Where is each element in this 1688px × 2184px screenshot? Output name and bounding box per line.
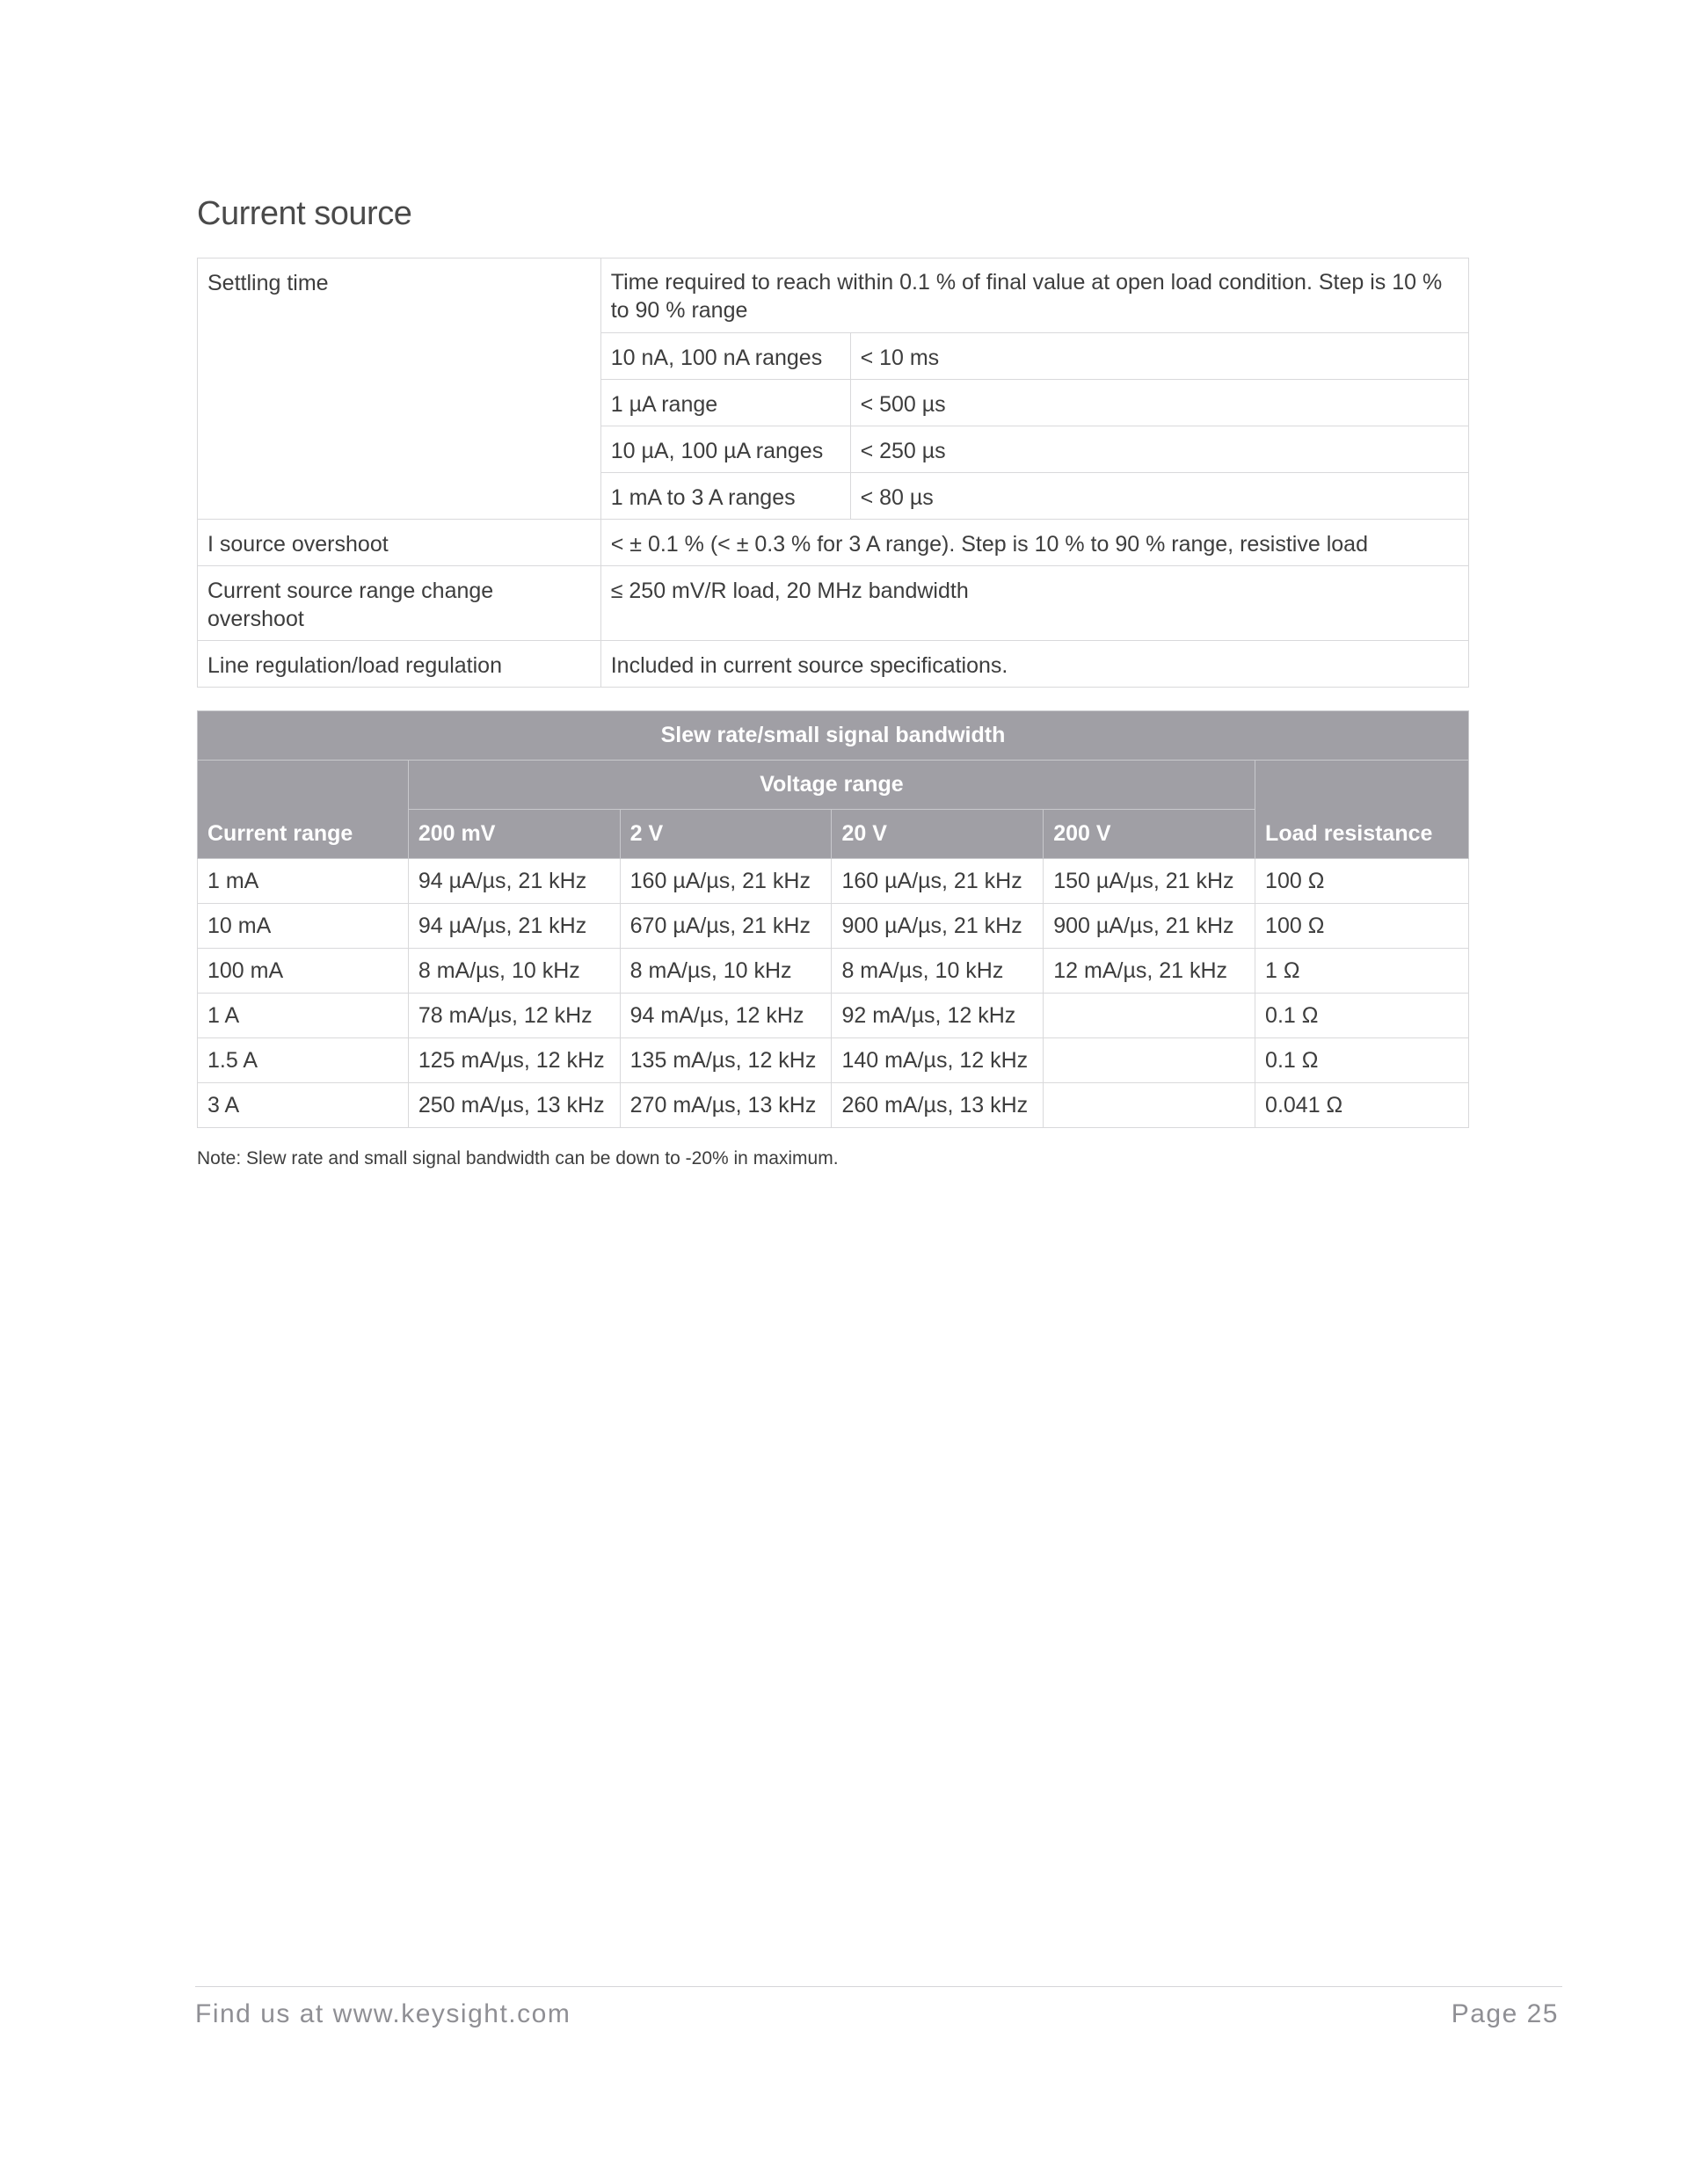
table-row: [198, 1038, 1469, 1083]
table-cell: [1044, 994, 1255, 1038]
settling-value: < 10 ms: [850, 333, 1468, 380]
spec-label: Current source range change overshoot: [198, 566, 601, 641]
table-cell: 8 mA/µs, 10 kHz: [408, 949, 620, 994]
table-cell: 12 mA/µs, 21 kHz: [1044, 949, 1255, 994]
table-cell: 78 mA/µs, 12 kHz: [408, 994, 620, 1038]
table-row: [198, 859, 1469, 904]
settling-time-description: Time required to reach within 0.1 % of final value at open load condition. Step is 10 % to 90 % range: [600, 258, 1468, 333]
header-current-range: Current range: [198, 761, 409, 859]
table-cell: 1 A: [198, 994, 409, 1038]
footer-divider: [195, 1986, 1562, 1987]
table-cell: 94 mA/µs, 12 kHz: [620, 994, 832, 1038]
table-row: [198, 949, 1469, 994]
spec-label: I source overshoot: [198, 520, 601, 566]
settling-range: 10 nA, 100 nA ranges: [600, 333, 850, 380]
header-voltage-200v: 200 V: [1044, 810, 1255, 859]
table-cell: 670 µA/µs, 21 kHz: [620, 904, 832, 949]
table-header-row: [198, 761, 1469, 810]
table-cell: 1 Ω: [1255, 949, 1469, 994]
table-cell: 160 µA/µs, 21 kHz: [620, 859, 832, 904]
table-cell: 94 µA/µs, 21 kHz: [408, 904, 620, 949]
table-cell: 150 µA/µs, 21 kHz: [1044, 859, 1255, 904]
table-cell: 260 mA/µs, 13 kHz: [832, 1083, 1044, 1128]
table-row: [198, 994, 1469, 1038]
spec-value: < ± 0.1 % (< ± 0.3 % for 3 A range). Step is 10 % to 90 % range, resistive load: [600, 520, 1468, 566]
table-cell: 135 mA/µs, 12 kHz: [620, 1038, 832, 1083]
table-cell: 8 mA/µs, 10 kHz: [832, 949, 1044, 994]
settling-range: 10 µA, 100 µA ranges: [600, 426, 850, 473]
settling-range: 1 µA range: [600, 380, 850, 426]
table-cell: 250 mA/µs, 13 kHz: [408, 1083, 620, 1128]
table-cell: 0.1 Ω: [1255, 994, 1469, 1038]
table-cell: 100 mA: [198, 949, 409, 994]
header-voltage-2v: 2 V: [620, 810, 832, 859]
table-cell: 270 mA/µs, 13 kHz: [620, 1083, 832, 1128]
table-cell: 160 µA/µs, 21 kHz: [832, 859, 1044, 904]
table-cell: 10 mA: [198, 904, 409, 949]
table-cell: 8 mA/µs, 10 kHz: [620, 949, 832, 994]
header-load-resistance: Load resistance: [1255, 761, 1469, 859]
spec-value: Included in current source specifications.: [600, 641, 1468, 688]
header-voltage-200mv: 200 mV: [408, 810, 620, 859]
table-cell: 100 Ω: [1255, 904, 1469, 949]
table-cell: 1.5 A: [198, 1038, 409, 1083]
table-cell: 900 µA/µs, 21 kHz: [1044, 904, 1255, 949]
table-cell: [1044, 1038, 1255, 1083]
section-title: Current source: [197, 195, 412, 232]
slew-rate-table: [197, 710, 1469, 1128]
table-cell: 140 mA/µs, 12 kHz: [832, 1038, 1044, 1083]
header-voltage-20v: 20 V: [832, 810, 1044, 859]
table-cell: 125 mA/µs, 12 kHz: [408, 1038, 620, 1083]
table-cell: 0.041 Ω: [1255, 1083, 1469, 1128]
table-note: Note: Slew rate and small signal bandwidth can be down to -20% in maximum.: [197, 1148, 839, 1168]
settling-range: 1 mA to 3 A ranges: [600, 473, 850, 520]
settling-value: < 500 µs: [850, 380, 1468, 426]
footer-website: Find us at www.keysight.com: [195, 1999, 571, 2028]
table-cell: 100 Ω: [1255, 859, 1469, 904]
table-row: [198, 1083, 1469, 1128]
table-cell: 1 mA: [198, 859, 409, 904]
settling-value: < 250 µs: [850, 426, 1468, 473]
table-cell: 0.1 Ω: [1255, 1038, 1469, 1083]
current-source-spec-table: [197, 258, 1469, 688]
table-cell: 900 µA/µs, 21 kHz: [832, 904, 1044, 949]
table-header-row: [198, 711, 1469, 761]
page-number: Page 25: [1451, 1999, 1559, 2028]
table-cell: 94 µA/µs, 21 kHz: [408, 859, 620, 904]
table-row: [198, 258, 1469, 333]
spec-value: ≤ 250 mV/R load, 20 MHz bandwidth: [600, 566, 1468, 641]
header-voltage-range: Voltage range: [408, 761, 1255, 810]
slew-table-title: Slew rate/small signal bandwidth: [198, 711, 1469, 761]
table-cell: 3 A: [198, 1083, 409, 1128]
spec-label-settling-time: Settling time: [198, 258, 601, 520]
table-cell: 92 mA/µs, 12 kHz: [832, 994, 1044, 1038]
table-cell: [1044, 1083, 1255, 1128]
table-row: [198, 520, 1469, 566]
table-row: [198, 566, 1469, 641]
spec-label: Line regulation/load regulation: [198, 641, 601, 688]
table-row: [198, 641, 1469, 688]
settling-value: < 80 µs: [850, 473, 1468, 520]
table-row: [198, 904, 1469, 949]
